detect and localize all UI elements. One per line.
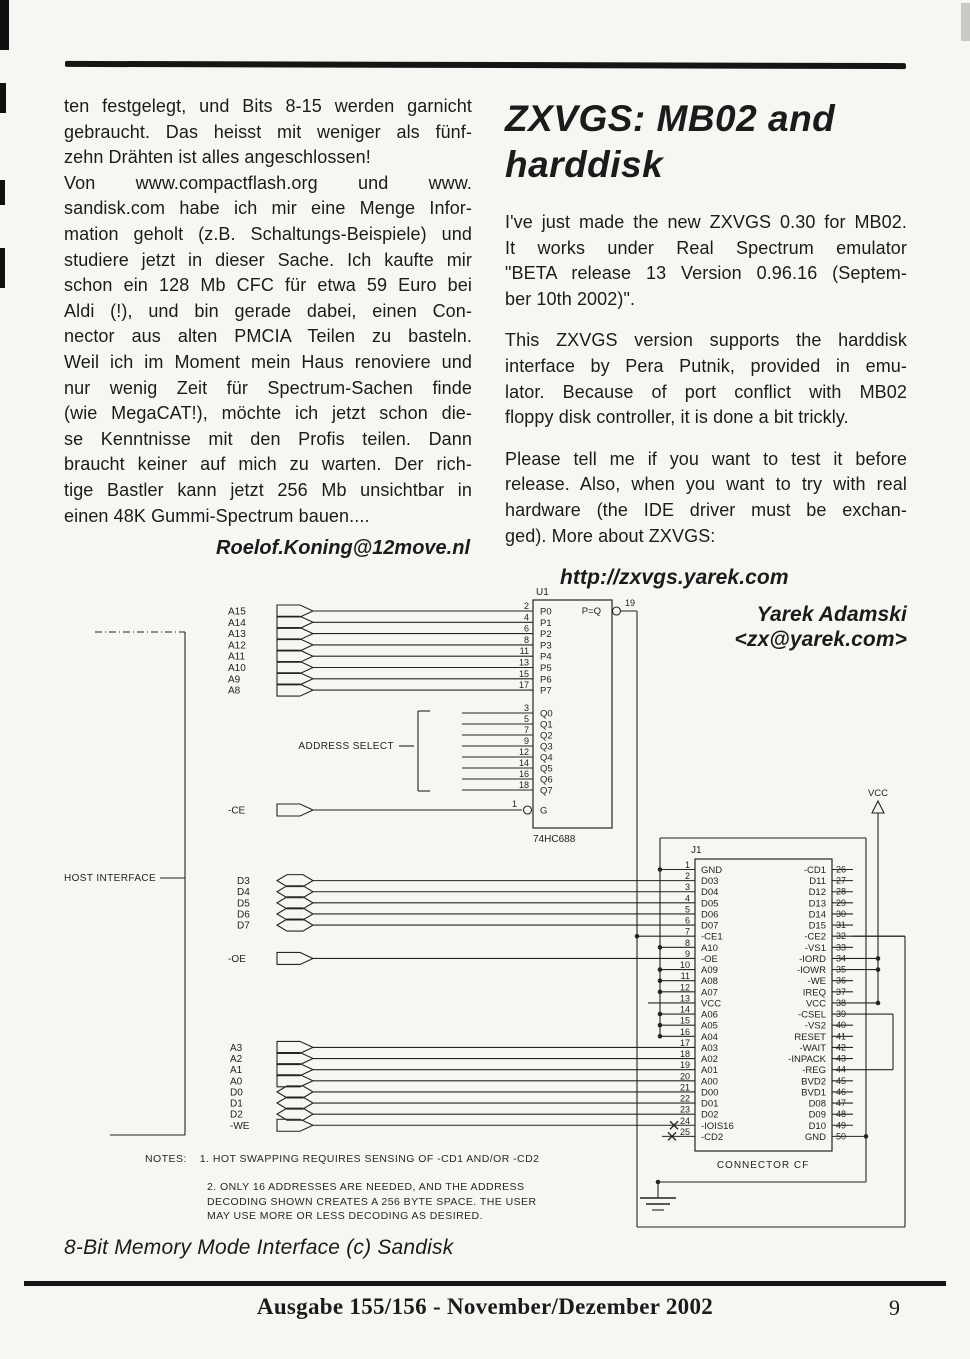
author-email-yarek: <zx@yarek.com> [734, 627, 907, 651]
schematic-label: 9 [523, 736, 529, 746]
signal-arrow-out [277, 605, 313, 617]
figure-caption: 8-Bit Memory Mode Interface (c) Sandisk [64, 1236, 454, 1259]
schematic-label: A0 [230, 1076, 243, 1088]
article-title-line2: harddisk [505, 144, 664, 185]
schematic-label: P1 [540, 617, 552, 629]
schematic-label: 5 [523, 714, 529, 724]
schematic-label: 48 [836, 1109, 847, 1120]
schematic-label: P4 [540, 651, 552, 663]
junction-dot [635, 934, 640, 939]
schematic-label: ADDRESS SELECT [298, 741, 394, 752]
zxvgs-url: http://zxvgs.yarek.com [560, 566, 789, 590]
schematic-label: -CD2 [701, 1131, 724, 1143]
text-line: tige Bastler kann jetzt 256 Mb unsichtbar in [64, 479, 472, 500]
schematic-label: BVD2 [801, 1076, 826, 1088]
signal-arrow-out [277, 684, 313, 696]
schematic-label: D06 [701, 909, 719, 921]
schematic-label: 6 [684, 915, 690, 926]
schematic-label: CONNECTOR CF [716, 1160, 810, 1171]
schematic-label: 28 [836, 886, 847, 897]
note-2-line2: DECODING SHOWN CREATES A 256 BYTE SPACE. THE USER [207, 1195, 537, 1208]
schematic-label: -IOIS16 [701, 1120, 734, 1132]
schematic-label: A2 [230, 1054, 243, 1066]
notes-label: NOTES: [145, 1153, 187, 1165]
schematic-label: 13 [679, 993, 690, 1004]
signal-arrow-out [277, 650, 313, 662]
schematic-label: P2 [540, 629, 552, 641]
schematic-label: VCC [805, 998, 826, 1010]
inverter-bubble [524, 806, 532, 814]
schematic-label: Q2 [540, 730, 553, 742]
schematic-label: 18 [679, 1049, 690, 1060]
schematic-label: 4 [523, 612, 529, 623]
schematic-label: 21 [679, 1082, 690, 1093]
text-line: interface by Pera Putnik, provided in emu- [505, 355, 907, 376]
schematic-label: A00 [701, 1076, 718, 1088]
schematic-label: 32 [836, 931, 847, 942]
schematic-label: 11 [680, 971, 690, 982]
schematic-label: 14 [679, 1004, 690, 1015]
schematic-label: J1 [691, 845, 702, 856]
text-line: Aldi (!), und bin gerade dabei, einen Con- [64, 300, 472, 321]
schematic-label: 24 [679, 1115, 690, 1126]
signal-arrow-bidir [277, 1097, 313, 1109]
text-line: hardware (the IDE driver must be exchan- [505, 499, 907, 520]
schematic-label: 45 [836, 1075, 847, 1086]
schematic-label: U1 [536, 587, 549, 598]
schematic-label: D08 [808, 1098, 826, 1110]
article-title-line1: ZXVGS: MB02 and [505, 98, 836, 139]
author-email-roelof: Roelof.Koning@12move.nl [216, 537, 470, 559]
text-line: mation geholt (z.B. Schaltungs-Beispiele) und [64, 223, 472, 244]
schematic-label: 43 [836, 1053, 847, 1064]
schematic-label: A8 [228, 685, 241, 697]
schematic-label: D2 [230, 1109, 243, 1121]
text-line: zehn Drähten ist alles angeschlossen! [64, 147, 371, 168]
schematic-label: A10 [701, 942, 718, 954]
schematic-label: 74HC688 [533, 834, 576, 845]
schematic-label: A03 [701, 1042, 718, 1054]
footer-issue: Ausgabe 155/156 - November/Dezember 2002 [256, 1294, 714, 1319]
schematic-label: 18 [518, 780, 529, 790]
schematic-label: A15 [228, 606, 246, 618]
schematic-label: D0 [230, 1087, 243, 1099]
schematic-label: 8 [523, 634, 529, 645]
schematic-label: G [540, 805, 548, 817]
schematic-label: -INPACK [788, 1054, 826, 1066]
text-line: ged). More about ZXVGS: [505, 525, 716, 546]
signal-arrow-out [277, 952, 313, 964]
schematic-label: 27 [836, 875, 847, 886]
schematic-label: BVD1 [801, 1087, 826, 1099]
schematic-label: 11 [519, 646, 529, 657]
note-2-line1: 2. ONLY 16 ADDRESSES ARE NEEDED, AND THE ADDRESS [207, 1181, 525, 1193]
schematic-label: 30 [836, 908, 847, 919]
signal-arrow-out [277, 639, 313, 651]
schematic-label: P3 [540, 640, 552, 652]
schematic-label: D6 [237, 909, 250, 921]
schematic-label: GND [804, 1131, 826, 1143]
schematic-label: 39 [836, 1009, 847, 1020]
signal-arrow-out [277, 1053, 313, 1065]
schematic-label: D02 [701, 1109, 719, 1121]
schematic-label: RESET [794, 1031, 826, 1043]
text-line: se Kenntnisse mit den Profis teilen. Dann [64, 428, 472, 449]
schematic-label: 49 [836, 1120, 847, 1131]
text-line: Weil ich im Moment mein Haus renoviere und [64, 351, 472, 372]
schematic-label: 40 [836, 1020, 847, 1031]
schematic-label: P5 [540, 663, 552, 674]
schematic-label: 9 [684, 948, 690, 959]
schematic-label: 14 [518, 758, 529, 768]
note-2-line3: MAY USE MORE OR LESS DECODING AS DESIRED. [207, 1210, 483, 1222]
signal-arrow-bidir [277, 897, 313, 909]
text-line: This ZXVGS version supports the harddisk [505, 330, 907, 351]
schematic-label: 12 [518, 747, 529, 757]
schematic-label: Q6 [540, 774, 553, 786]
schematic-label: -CE [228, 805, 246, 817]
schematic-label: D10 [808, 1120, 826, 1132]
schematic-label: 25 [679, 1126, 690, 1137]
schematic-label: 13 [518, 657, 529, 668]
schematic-label: 42 [836, 1042, 847, 1053]
schematic-label: 10 [679, 960, 690, 971]
schematic-label: 5 [684, 904, 690, 915]
schematic-label: A06 [701, 1009, 718, 1021]
signal-arrow-out [277, 662, 313, 674]
signal-arrow-out [277, 616, 313, 628]
schematic-label: D00 [701, 1087, 719, 1099]
schematic-label: P7 [540, 685, 552, 697]
schematic-label: -CE1 [701, 931, 723, 943]
text-line: nur wenig Zeit für Spectrum-Sachen finde [64, 377, 472, 398]
schematic-label: P6 [540, 674, 552, 686]
schematic-label: D4 [237, 887, 250, 899]
schematic-label: -WE [807, 976, 826, 988]
schematic-label: 17 [518, 680, 529, 691]
schematic-label: 33 [836, 942, 847, 953]
schematic-label: 8 [684, 937, 690, 948]
signal-arrow-bidir [277, 919, 313, 931]
schematic-notes [145, 1153, 547, 1224]
schematic-label: D04 [701, 887, 719, 899]
schematic-label: 15 [518, 668, 529, 679]
schematic-label: A05 [701, 1020, 718, 1032]
schematic-label: -IOWR [796, 965, 826, 977]
schematic-label: 4 [684, 893, 690, 904]
schematic-label: D13 [808, 898, 826, 910]
schematic-label: D12 [808, 887, 826, 899]
schematic-label: D07 [701, 920, 719, 932]
schematic-label: 23 [679, 1104, 690, 1115]
schematic-label: D03 [701, 876, 719, 888]
schematic-label: D09 [808, 1109, 826, 1121]
schematic-label: Q7 [540, 785, 553, 797]
text-line: einen 48K Gummi-Spectrum bauen.... [64, 505, 370, 526]
text-line: studiere jetzt in dieser Sache. Ich kaufte mir [64, 249, 472, 270]
schematic-label: A13 [228, 629, 246, 641]
schematic-label: A3 [230, 1042, 243, 1054]
schematic-label: 34 [836, 953, 847, 964]
schematic-label: A07 [701, 987, 718, 999]
signal-arrow-out [277, 1041, 313, 1053]
schematic-label: A01 [701, 1065, 718, 1077]
schematic-label: Q1 [540, 719, 553, 731]
text-line: lator. Because of port conflict with MB02 [505, 381, 907, 402]
signal-arrow-bidir [277, 875, 313, 887]
schematic-label: 31 [836, 920, 847, 931]
schematic-label: D3 [237, 876, 250, 888]
schematic-label: A08 [701, 976, 718, 988]
signal-arrow-out [277, 804, 313, 816]
schematic-label: -OE [228, 953, 246, 965]
schematic-label: 12 [679, 982, 690, 993]
signal-arrow-out [277, 628, 313, 640]
schematic-label: -CD1 [803, 865, 826, 876]
text-line: release. Also, when you want to try with real [505, 474, 907, 495]
text-line: ten festgelegt, und Bits 8-15 werden garnicht [64, 96, 472, 116]
schematic-label: -OE [701, 953, 718, 965]
schematic-label: 17 [679, 1037, 690, 1048]
signal-arrow-out [277, 673, 313, 685]
schematic-label: D14 [808, 909, 826, 921]
schematic-label: VCC [701, 998, 722, 1010]
schematic-label: A04 [701, 1031, 718, 1043]
schematic-label: 19 [679, 1060, 690, 1071]
schematic-label: 19 [625, 598, 636, 608]
schematic-label: A02 [701, 1054, 718, 1066]
schematic-label: A10 [228, 663, 246, 674]
schematic-label: D11 [809, 876, 826, 888]
author-name: Yarek Adamski [756, 602, 907, 626]
schematic-label: -WAIT [799, 1042, 826, 1054]
schematic-label: 20 [679, 1071, 690, 1082]
text-line: floppy disk controller, it is done a bit trickly. [505, 407, 849, 428]
schematic-label: 15 [679, 1015, 690, 1026]
signal-arrow-out [277, 1075, 313, 1087]
text-line: sandisk.com habe ich mir eine Menge Infor- [64, 198, 472, 219]
schematic-label: -WE [230, 1120, 250, 1132]
schematic-label: 26 [836, 864, 847, 875]
schematic-label: 16 [518, 769, 529, 779]
schematic-label: 3 [684, 882, 690, 893]
schematic-label: A09 [701, 965, 718, 977]
schematic-label: Q3 [540, 741, 553, 753]
note-1: 1. HOT SWAPPING REQUIRES SENSING OF -CD1 AND/OR -CD2 [199, 1153, 540, 1165]
schematic-label: GND [701, 865, 723, 876]
schematic-label: A1 [230, 1065, 243, 1077]
schematic-label: -IORD [799, 953, 826, 965]
schematic-label: -VS1 [804, 942, 826, 954]
schematic-label: P=Q [581, 606, 601, 617]
schematic-label: -CE2 [804, 931, 826, 943]
text-line: It works under Real Spectrum emulator [505, 237, 907, 258]
text-line: (wie MegaCAT!), möchte ich jetzt schon die- [64, 403, 472, 424]
schematic-label: A14 [228, 617, 246, 629]
schematic-label: A11 [228, 651, 246, 663]
text-line: Von www.compactflash.org und www. [64, 172, 472, 193]
schematic-label: 22 [679, 1093, 690, 1104]
schematic-label: -CSEL [798, 1009, 826, 1021]
text-line: gebraucht. Das heisst mit weniger als fünf- [64, 121, 472, 142]
schematic-label: A12 [228, 640, 246, 652]
signal-arrow-out [277, 1119, 313, 1131]
vcc-arrow [872, 801, 884, 813]
text-line: nector aus alten PMCIA Teilen zu basteln. [64, 326, 472, 347]
text-line: braucht keiner auf mich zu warten. Der rich- [64, 454, 472, 475]
schematic-label: 37 [836, 986, 847, 997]
schematic-label: 7 [684, 926, 690, 937]
signal-arrow-bidir [277, 1108, 313, 1120]
text-line: schon ein 128 Mb CFC für etwa 59 Euro bei [64, 275, 472, 296]
schematic-label: -VS2 [804, 1020, 826, 1032]
schematic-label: D05 [701, 898, 719, 910]
schematic-label: IREQ [802, 987, 826, 999]
text-line: "BETA release 13 Version 0.96.16 (Septem- [505, 263, 907, 284]
schematic-label: 50 [836, 1131, 847, 1142]
schematic-label: D1 [230, 1098, 243, 1110]
schematic-label: 29 [836, 897, 847, 908]
schematic-label: 35 [836, 964, 847, 975]
schematic-label: 1 [511, 799, 517, 809]
signal-arrow-bidir [277, 886, 313, 898]
schematic-label: A9 [228, 674, 241, 686]
schematic-label: 46 [836, 1086, 847, 1097]
signal-arrow-bidir [277, 908, 313, 920]
schematic-label: D5 [237, 898, 250, 910]
schematic-label: -REG [802, 1065, 826, 1077]
text-line: I've just made the new ZXVGS 0.30 for MB02. [505, 212, 907, 232]
signal-arrow-out [277, 1064, 313, 1076]
schematic-label: 6 [523, 623, 529, 634]
schematic-label: Q4 [540, 752, 553, 764]
schematic-label: D7 [237, 920, 250, 932]
schematic-label: 1 [684, 860, 690, 870]
schematic-label: Q5 [540, 763, 553, 775]
schematic-label: 3 [523, 703, 529, 713]
signal-arrow-bidir [277, 1086, 313, 1098]
schematic-label: 47 [836, 1098, 847, 1109]
schematic-label: 38 [836, 997, 847, 1008]
text-line: ber 10th 2002)". [505, 288, 636, 309]
schematic-label: 36 [836, 975, 847, 986]
schematic-label: Q0 [540, 708, 553, 720]
schematic-label: D15 [808, 920, 826, 932]
schematic-label: 7 [523, 725, 529, 735]
schematic-label: 16 [679, 1026, 690, 1037]
inverter-bubble [613, 607, 621, 615]
schematic-label: 2 [523, 601, 529, 611]
schematic-label: VCC [867, 788, 889, 799]
schematic-label: 44 [836, 1064, 847, 1075]
schematic-label: 41 [836, 1031, 847, 1042]
schematic-label: HOST INTERFACE [64, 873, 157, 884]
text-line: Please tell me if you want to test it before [505, 448, 907, 469]
footer-rule [24, 1281, 946, 1286]
schematic-label: 2 [684, 871, 690, 882]
schematic-label: D01 [701, 1098, 719, 1110]
schematic-label: P0 [540, 606, 552, 618]
page-number: 9 [889, 1295, 900, 1320]
